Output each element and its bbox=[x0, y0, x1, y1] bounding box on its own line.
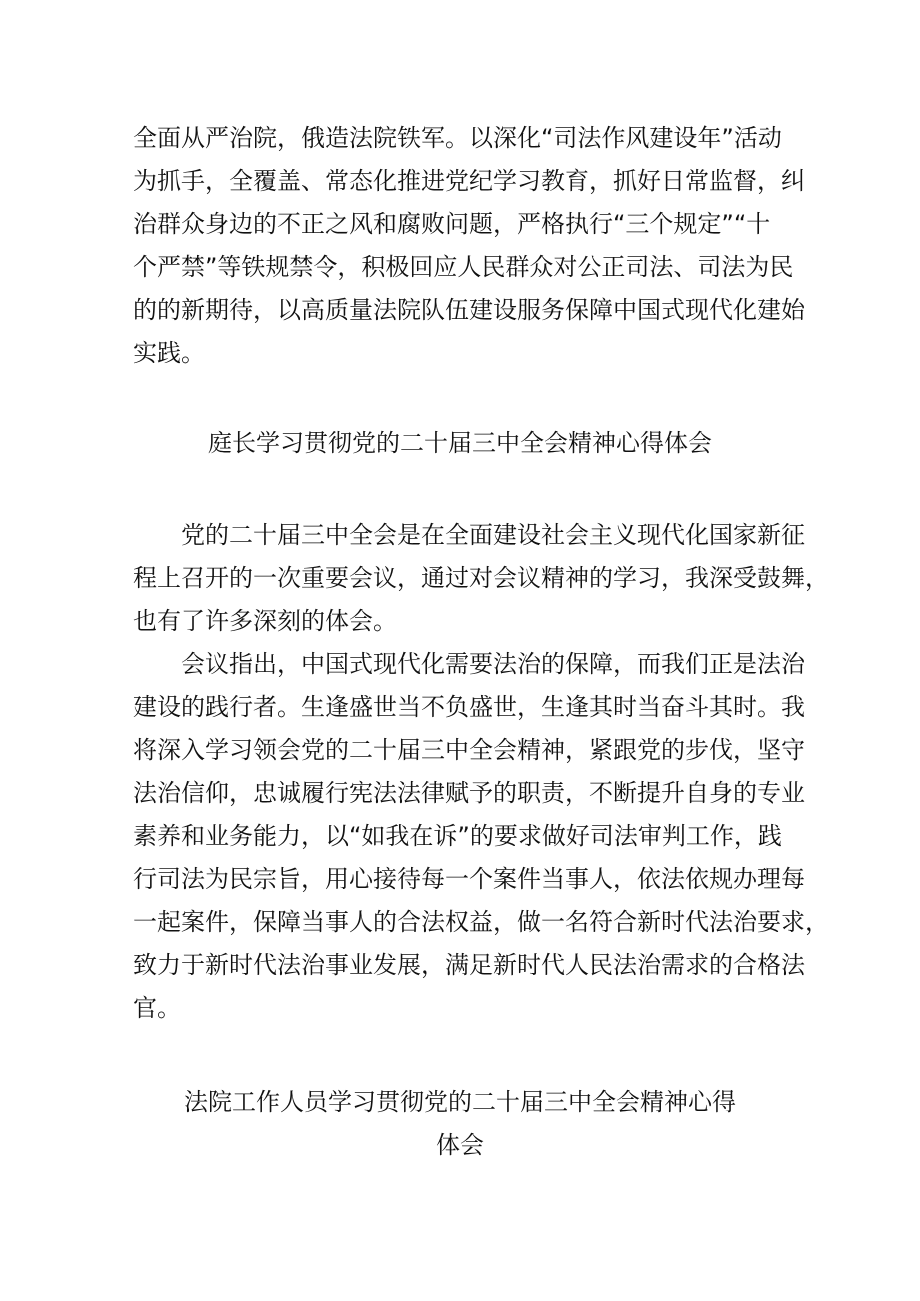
paragraph-2-line: 一起案件，保障当事人的合法权益，做一名符合新时代法治要求， bbox=[133, 908, 829, 936]
paragraph-2-line: 官。 bbox=[133, 994, 181, 1022]
paragraph-2-line: 行司法为民宗旨，用心接待每一个案件当事人，依法依规办理每 bbox=[133, 865, 805, 893]
paragraph-2-line: 素养和业务能力，以“如我在诉”的要求做好司法审判工作，践 bbox=[133, 822, 782, 850]
text-line: 个严禁”等铁规禁令，积极回应人民群众对公正司法、司法为民 bbox=[133, 253, 794, 281]
paragraph-1-line: 也有了许多深刻的体会。 bbox=[133, 607, 397, 635]
paragraph-2-line: 致力于新时代法治事业发展，满足新时代人民法治需求的合格法 bbox=[133, 951, 805, 979]
text-line: 治群众身边的不正之风和腐败问题，严格执行“三个规定”“十 bbox=[133, 210, 771, 238]
text-line: 全面从严治院，俄造法院铁军。以深化“司法作风建设年”活动 bbox=[133, 124, 782, 152]
text-line: 实践。 bbox=[133, 339, 205, 367]
heading-judge-reflection: 庭长学习贯彻党的二十届三中全会精神心得体会 bbox=[208, 429, 712, 457]
paragraph-2-line: 法治信仰，忠诚履行宪法法律赋予的职责，不断提升自身的专业 bbox=[133, 779, 805, 807]
text-line: 为抓手，全覆盖、常态化推进党纪学习教育，抓好日常监督，纠 bbox=[133, 167, 805, 195]
text-line: 的的新期待，以高质量法院队伍建设服务保障中国式现代化建始 bbox=[133, 296, 805, 324]
paragraph-1-line: 程上召开的一次重要会议，通过对会议精神的学习，我深受鼓舞， bbox=[133, 564, 829, 592]
paragraph-2-line: 将深入学习领会党的二十届三中全会精神，紧跟党的步伐，坚守 bbox=[133, 736, 805, 764]
paragraph-2-line: 建设的践行者。生逢盛世当不负盛世，生逢其时当奋斗其时。我 bbox=[133, 693, 805, 721]
paragraph-2-line: 会议指出，中国式现代化需要法治的保障，而我们正是法治 bbox=[181, 650, 805, 678]
section-1-text bbox=[133, 117, 805, 375]
section-2-text bbox=[133, 514, 829, 1030]
heading-court-staff-reflection-line-1: 法院工作人员学习贯彻党的二十届三中全会精神心得 bbox=[184, 1088, 736, 1116]
paragraph-1-line: 党的二十届三中全会是在全面建设社会主义现代化国家新征 bbox=[181, 521, 805, 549]
heading-court-staff-reflection-line-2: 体会 bbox=[436, 1131, 484, 1159]
